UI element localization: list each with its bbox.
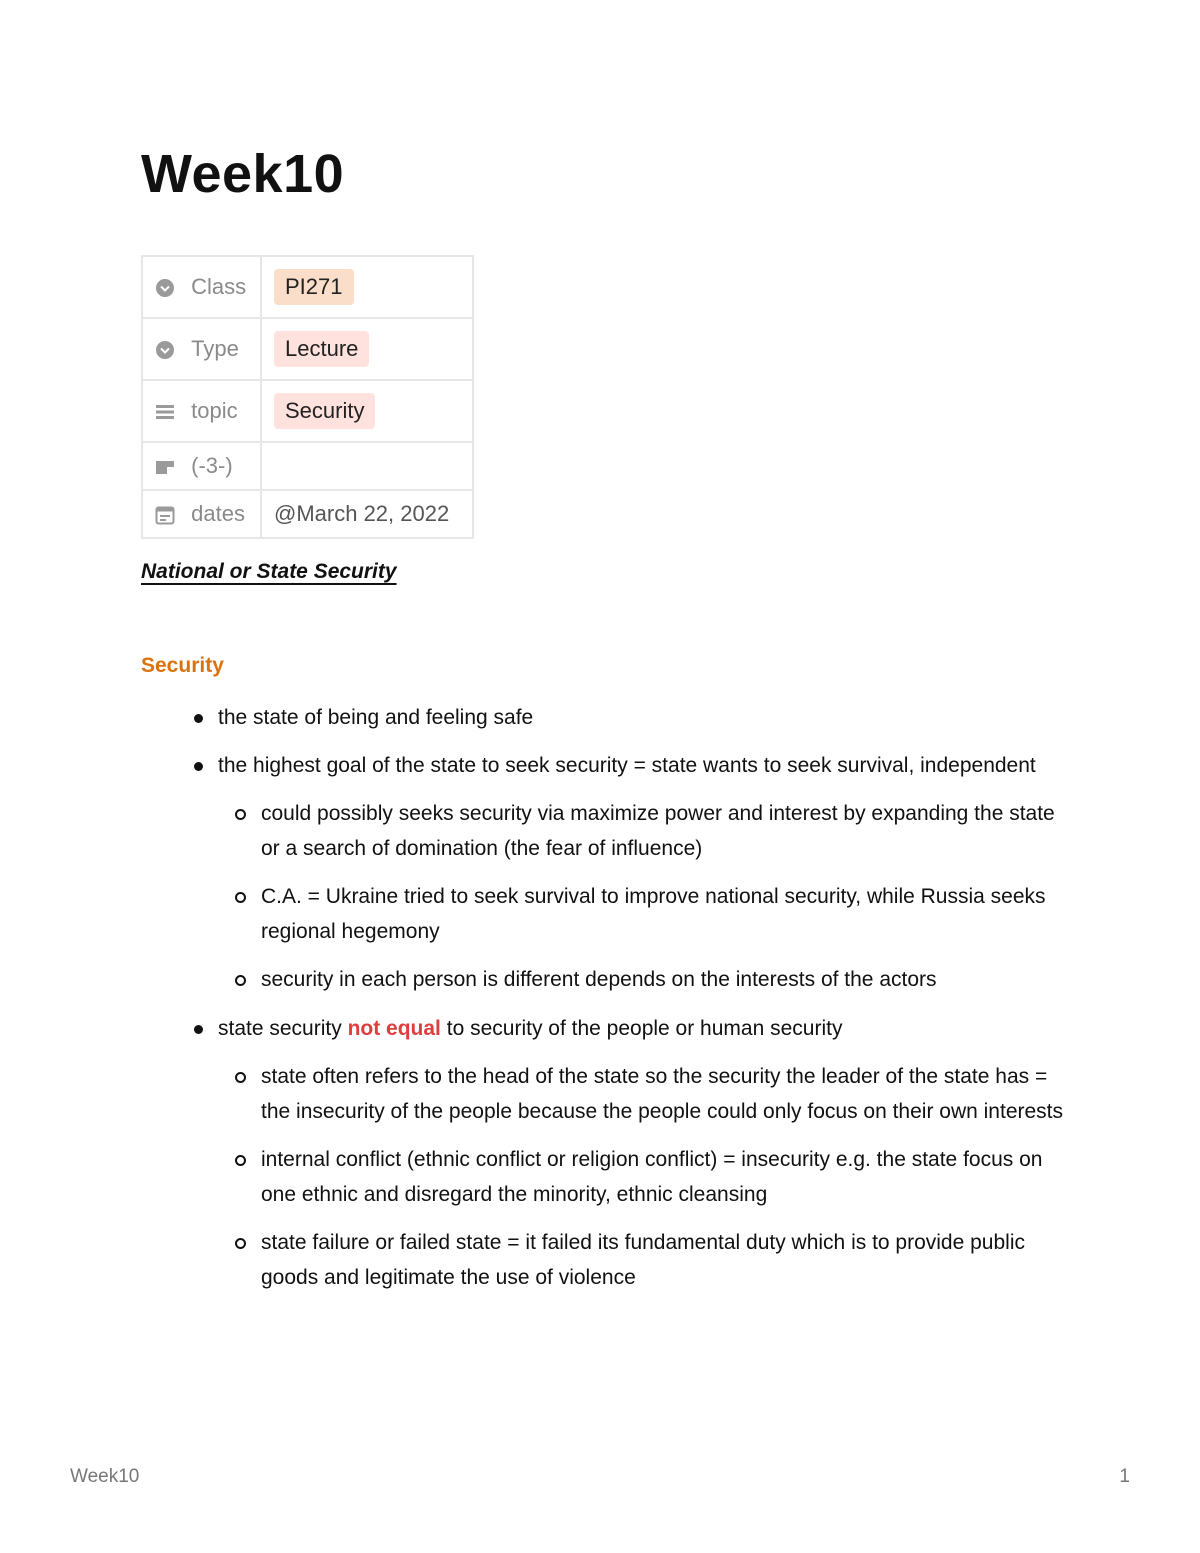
sub-list-item: internal conflict (ethnic conflict or religion conflict) = insecurity e.g. the state focus on one ethnic and disregard the minority, ethnic cleansing xyxy=(141,1142,1071,1212)
property-label: Type xyxy=(191,336,239,362)
type-tag[interactable]: Lecture xyxy=(274,331,369,367)
text-lines-icon xyxy=(155,402,175,422)
tag-icon xyxy=(155,457,175,477)
bullet-circle xyxy=(235,1238,246,1249)
property-row-class xyxy=(142,256,473,318)
select-icon xyxy=(155,278,175,298)
property-row-topic xyxy=(142,380,473,442)
bullet-circle xyxy=(235,892,246,903)
footer-title: Week10 xyxy=(70,1466,140,1487)
property-label: Class xyxy=(191,274,247,300)
security-heading: Security xyxy=(141,654,224,677)
page-title: Week10 xyxy=(141,144,345,204)
notes-list xyxy=(141,700,1071,1295)
date-value[interactable]: @March 22, 2022 xyxy=(261,490,473,538)
list-item: state security not equal to security of the people or human security xyxy=(141,1011,1071,1046)
sub-list-item: C.A. = Ukraine tried to seek survival to improve national security, while Russia seeks regional hegemony xyxy=(141,879,1071,949)
property-label: dates xyxy=(191,501,245,527)
section-title-underlined: National or State Security xyxy=(141,560,397,583)
sub-list-item: security in each person is different depends on the interests of the actors xyxy=(141,962,1071,997)
select-icon xyxy=(155,340,175,360)
bullet-circle xyxy=(235,1155,246,1166)
list-item: the highest goal of the state to seek security = state wants to seek survival, independent xyxy=(141,748,1071,783)
bullet-dot xyxy=(194,714,203,723)
properties-table xyxy=(141,255,474,539)
property-row-extra xyxy=(142,442,473,490)
property-value-empty[interactable] xyxy=(261,442,473,490)
class-tag[interactable]: PI271 xyxy=(274,269,354,305)
property-row-dates xyxy=(142,490,473,538)
page-number: 1 xyxy=(1119,1466,1130,1487)
bullet-circle xyxy=(235,1072,246,1083)
property-label: topic xyxy=(191,398,238,424)
bullet-dot xyxy=(194,762,203,771)
list-item: the state of being and feeling safe xyxy=(141,700,1071,735)
property-label: (-3-) xyxy=(191,453,233,479)
property-row-type xyxy=(142,318,473,380)
bullet-circle xyxy=(235,975,246,986)
calendar-icon xyxy=(155,505,175,525)
emphasis-text: not equal xyxy=(347,1017,441,1040)
topic-tag[interactable]: Security xyxy=(274,393,375,429)
bullet-circle xyxy=(235,809,246,820)
sub-list-item: state often refers to the head of the state so the security the leader of the state has = the insecurity of the people because the people could only focus on their own interests xyxy=(141,1059,1071,1129)
sub-list-item: state failure or failed state = it failed its fundamental duty which is to provide public goods and legitimate the use of violence xyxy=(141,1225,1071,1295)
sub-list-item: could possibly seeks security via maximize power and interest by expanding the state or a search of domination (the fear of influence) xyxy=(141,796,1071,866)
bullet-dot xyxy=(194,1025,203,1034)
